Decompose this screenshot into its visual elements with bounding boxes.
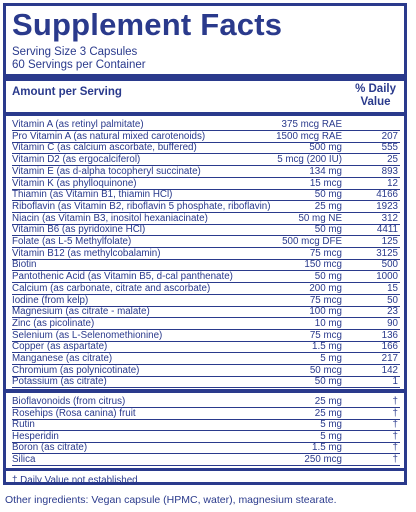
nutrient-daily-value: 166: [381, 341, 398, 353]
nutrient-daily-value: 555: [381, 142, 398, 154]
nutrient-amount: 25 mg: [314, 396, 342, 407]
nutrient-amount: 25 mg: [314, 407, 342, 419]
table-row: [12, 396, 400, 408]
nutrient-name: Iodine (from kelp): [12, 294, 89, 306]
nutrient-name: Selenium (as L-Selenomethionine): [12, 329, 163, 341]
thick-divider-bottom: [6, 468, 404, 471]
nutrient-daily-value: 15: [387, 282, 398, 294]
table-row: [12, 201, 400, 213]
nutrient-name: Manganese (as citrate): [12, 353, 113, 364]
nutrient-amount: 50 mg: [314, 376, 342, 388]
nutrient-amount: 75 mcg: [309, 294, 342, 306]
nutrient-name: Chromium (as polynicotinate): [12, 364, 140, 376]
nutrient-amount: 250 mcg: [304, 454, 342, 465]
table-row: [12, 419, 400, 431]
table-row: [12, 330, 400, 342]
nutrient-daily-value: 125: [381, 236, 398, 247]
nutrient-amount: 1500 mcg RAE: [276, 130, 342, 142]
nutrient-amount: 50 mcg: [309, 364, 342, 376]
nutrient-daily-value: 207: [381, 130, 398, 142]
table-row: [12, 283, 400, 295]
nutrient-name: Rutin: [12, 419, 35, 431]
table-row: [12, 341, 400, 353]
nutrient-name: Copper (as aspartate): [12, 341, 108, 353]
nutrient-amount: 500 mcg DFE: [282, 236, 342, 247]
nutrient-daily-value: 312: [381, 212, 398, 224]
nutrient-amount: 1.5 mg: [312, 341, 342, 353]
nutrient-amount: 1.5 mg: [312, 442, 342, 454]
supplement-facts-panel: [3, 3, 407, 485]
nutrient-daily-value: 4166: [376, 189, 398, 201]
serving-size: Serving Size 3 Capsules: [12, 46, 138, 58]
table-row: [12, 224, 400, 236]
table-row: [12, 365, 400, 377]
nutrient-amount: 75 mcg: [309, 329, 342, 341]
table-row: [12, 154, 400, 166]
nutrient-name: Hesperidin: [12, 430, 59, 442]
footnote: † Daily Value not established: [12, 475, 138, 486]
table-row: [12, 236, 400, 248]
nutrient-daily-value: 4411: [376, 224, 398, 236]
table-row: [12, 259, 400, 271]
nutrient-amount: 15 mcg: [309, 177, 342, 189]
nutrient-name: Vitamin A (as retinyl palmitate): [12, 119, 144, 130]
nutrient-daily-value: †: [392, 419, 398, 431]
table-row: [12, 213, 400, 225]
thick-divider-middle: [6, 389, 404, 393]
nutrient-name: Folate (as L-5 Methylfolate): [12, 236, 132, 247]
servings-per-container: 60 Servings per Container: [12, 59, 146, 71]
nutrient-name: Vitamin B6 (as pyridoxine HCl): [12, 224, 146, 236]
nutrient-daily-value: 500: [381, 259, 398, 271]
nutrient-daily-value: †: [392, 442, 398, 454]
nutrient-name: Bioflavonoids (from citrus): [12, 396, 126, 407]
table-row: [12, 248, 400, 260]
nutrient-name: Potassium (as citrate): [12, 376, 107, 388]
nutrient-daily-value: †: [392, 407, 398, 419]
nutrient-amount: 50 mg: [314, 271, 342, 283]
panel-title: Supplement Facts: [12, 7, 283, 42]
daily-value-header: [355, 83, 396, 109]
table-row: [12, 189, 400, 201]
nutrient-name: Calcium (as carbonate, citrate and ascorbate): [12, 282, 211, 294]
nutrient-amount: 375 mcg RAE: [281, 119, 342, 130]
daily-value-header-line1: % Daily: [355, 83, 396, 95]
nutrient-name: Pro Vitamin A (as natural mixed carotenoids): [12, 130, 206, 142]
table-row: [12, 131, 400, 143]
table-row: [12, 271, 400, 283]
thick-divider-header: [6, 112, 404, 116]
nutrient-name: Vitamin K (as phylloquinone): [12, 177, 137, 189]
nutrient-amount: 200 mg: [309, 282, 342, 294]
nutrient-daily-value: 217: [381, 353, 398, 364]
nutrient-daily-value: 1923: [376, 200, 398, 212]
nutrient-daily-value: 3125: [376, 247, 398, 259]
nutrient-daily-value: 25: [387, 154, 398, 166]
nutrient-name: Vitamin B12 (as methylcobalamin): [12, 247, 161, 259]
nutrient-daily-value: 90: [387, 317, 398, 329]
nutrient-name: Biotin: [12, 259, 37, 271]
table-row: [12, 431, 400, 443]
nutrient-amount: 5 mg: [320, 430, 342, 442]
nutrient-amount: 150 mcg: [304, 259, 342, 271]
table-row: [12, 408, 400, 420]
nutrient-daily-value: 142: [381, 364, 398, 376]
nutrient-daily-value: 1000: [376, 271, 398, 283]
nutrient-daily-value: †: [392, 454, 398, 465]
nutrient-daily-value: †: [392, 430, 398, 442]
table-row: [12, 166, 400, 178]
nutrient-daily-value: 893: [381, 165, 398, 177]
nutrient-name: Vitamin E (as d-alpha tocopheryl succinate): [12, 165, 201, 177]
nutrient-amount: 75 mcg: [309, 247, 342, 259]
table-row: [12, 353, 400, 365]
nutrient-amount: 10 mg: [314, 317, 342, 329]
nutrient-amount: 25 mg: [314, 200, 342, 212]
nutrient-name: Zinc (as picolinate): [12, 317, 95, 329]
table-row: [12, 306, 400, 318]
nutrient-name: Vitamin D2 (as ergocalciferol): [12, 154, 141, 166]
table-row: [12, 142, 400, 154]
nutrient-name: Vitamin C (as calcium ascorbate, buffered): [12, 142, 197, 154]
nutrient-daily-value: 12: [387, 177, 398, 189]
nutrient-amount: 5 mg: [320, 419, 342, 431]
nutrient-amount: 500 mg: [309, 142, 342, 154]
other-ingredients: Other ingredients: Vegan capsule (HPMC, water), magnesium stearate.: [5, 494, 337, 506]
thick-divider-top: [6, 74, 404, 81]
nutrient-amount: 50 mg NE: [298, 212, 342, 224]
nutrient-name: Rosehips (Rosa canina) fruit: [12, 407, 136, 419]
nutrient-name: Boron (as citrate): [12, 442, 88, 454]
nutrient-amount: 100 mg: [309, 306, 342, 318]
nutrient-name: Thiamin (as Vitamin B1, thiamin HCl): [12, 189, 173, 201]
nutrient-amount: 5 mcg (200 IU): [277, 154, 342, 166]
nutrient-daily-value: †: [392, 396, 398, 407]
table-row: [12, 295, 400, 307]
nutrient-amount: 50 mg: [314, 224, 342, 236]
table-row: [12, 454, 400, 466]
table-row: [12, 318, 400, 330]
nutrient-amount: 5 mg: [320, 353, 342, 364]
nutrient-name: Silica: [12, 454, 36, 465]
table-row: [12, 442, 400, 454]
nutrient-name: Niacin (as Vitamin B3, inositol hexaniacinate): [12, 212, 208, 224]
nutrient-daily-value: 1: [392, 376, 398, 388]
nutrient-daily-value: 50: [387, 294, 398, 306]
nutrient-amount: 50 mg: [314, 189, 342, 201]
daily-value-header-line2: Value: [360, 96, 391, 108]
nutrient-name: Magnesium (as citrate - malate): [12, 306, 150, 318]
nutrient-name: Riboflavin (as Vitamin B2, riboflavin 5 phosphate, riboflavin): [12, 200, 271, 212]
nutrient-daily-value: 136: [381, 329, 398, 341]
table-row: [12, 376, 400, 388]
amount-per-serving-header: Amount per Serving: [12, 86, 122, 98]
table-row: [12, 119, 400, 131]
nutrient-name: Pantothenic Acid (as Vitamin B5, d-cal panthenate): [12, 271, 233, 283]
nutrient-daily-value: 23: [387, 306, 398, 318]
nutrient-amount: 134 mg: [309, 165, 342, 177]
table-row: [12, 178, 400, 190]
